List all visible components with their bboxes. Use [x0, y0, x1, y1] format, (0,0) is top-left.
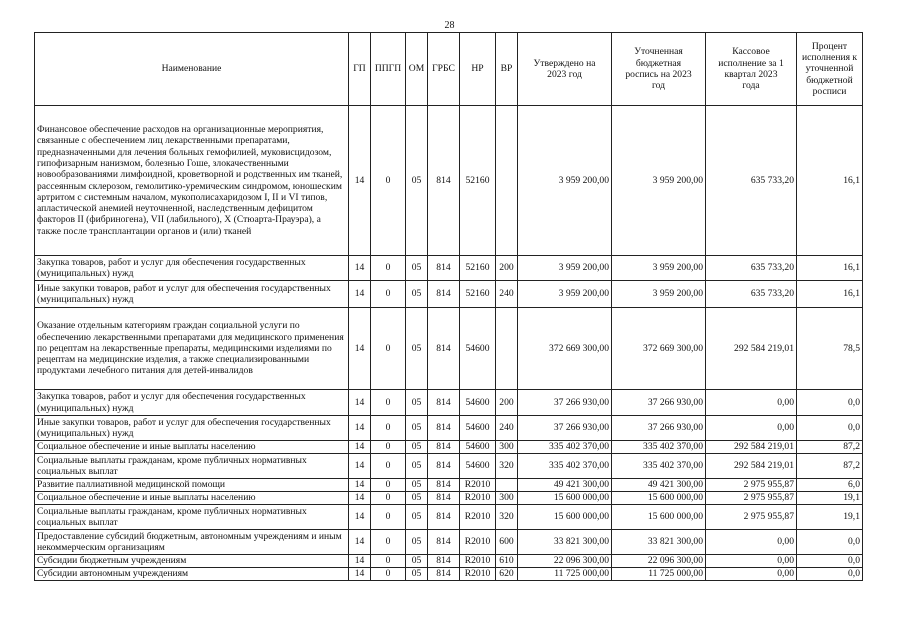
cell-ppgp: 0 — [371, 555, 406, 568]
cell-vr — [496, 106, 518, 256]
cell-name: Субсидии автономным учреждениям — [35, 568, 349, 581]
cell-om: 05 — [406, 441, 428, 454]
cell-om: 05 — [406, 555, 428, 568]
cell-approved: 3 959 200,00 — [518, 281, 612, 308]
table-row — [35, 505, 863, 530]
cell-grbs: 814 — [428, 568, 460, 581]
table-row — [35, 568, 863, 581]
header-row — [35, 33, 863, 106]
cell-np: 54600 — [460, 454, 496, 479]
cell-ppgp: 0 — [371, 308, 406, 390]
cell-np: R2010 — [460, 568, 496, 581]
cell-ppgp: 0 — [371, 530, 406, 555]
table-row — [35, 454, 863, 479]
cell-gp: 14 — [349, 416, 371, 441]
cell-percent: 16,1 — [797, 106, 863, 256]
header-grbs: ГРБС — [428, 33, 460, 106]
cell-om: 05 — [406, 390, 428, 416]
cell-grbs: 814 — [428, 555, 460, 568]
cell-np: 54600 — [460, 390, 496, 416]
table-row — [35, 479, 863, 492]
cell-cash: 0,00 — [706, 390, 797, 416]
cell-vr: 320 — [496, 454, 518, 479]
cell-approved: 33 821 300,00 — [518, 530, 612, 555]
cell-ppgp: 0 — [371, 505, 406, 530]
cell-name: Субсидии бюджетным учреждениям — [35, 555, 349, 568]
cell-cash: 2 975 955,87 — [706, 492, 797, 505]
cell-grbs: 814 — [428, 530, 460, 555]
cell-ppgp: 0 — [371, 454, 406, 479]
cell-approved: 15 600 000,00 — [518, 505, 612, 530]
cell-vr: 240 — [496, 416, 518, 441]
cell-percent: 16,1 — [797, 256, 863, 281]
cell-np: R2010 — [460, 492, 496, 505]
cell-refined: 49 421 300,00 — [612, 479, 706, 492]
cell-gp: 14 — [349, 441, 371, 454]
cell-refined: 37 266 930,00 — [612, 416, 706, 441]
cell-om: 05 — [406, 454, 428, 479]
cell-refined: 37 266 930,00 — [612, 390, 706, 416]
cell-percent: 78,5 — [797, 308, 863, 390]
cell-om: 05 — [406, 479, 428, 492]
cell-gp: 14 — [349, 281, 371, 308]
cell-vr: 200 — [496, 256, 518, 281]
cell-om: 05 — [406, 505, 428, 530]
budget-table — [34, 32, 863, 581]
cell-refined: 3 959 200,00 — [612, 281, 706, 308]
cell-om: 05 — [406, 281, 428, 308]
cell-gp: 14 — [349, 555, 371, 568]
cell-refined: 33 821 300,00 — [612, 530, 706, 555]
cell-refined: 3 959 200,00 — [612, 106, 706, 256]
cell-approved: 372 669 300,00 — [518, 308, 612, 390]
cell-gp: 14 — [349, 505, 371, 530]
cell-approved: 37 266 930,00 — [518, 390, 612, 416]
cell-om: 05 — [406, 308, 428, 390]
cell-percent: 16,1 — [797, 281, 863, 308]
cell-cash: 292 584 219,01 — [706, 454, 797, 479]
cell-refined: 15 600 000,00 — [612, 492, 706, 505]
table-row — [35, 492, 863, 505]
cell-om: 05 — [406, 256, 428, 281]
cell-name: Закупка товаров, работ и услуг для обеспечения государственных (муниципальных) нужд — [35, 390, 349, 416]
cell-vr: 610 — [496, 555, 518, 568]
cell-grbs: 814 — [428, 479, 460, 492]
cell-vr: 620 — [496, 568, 518, 581]
cell-vr — [496, 479, 518, 492]
cell-ppgp: 0 — [371, 106, 406, 256]
cell-gp: 14 — [349, 568, 371, 581]
cell-approved: 11 725 000,00 — [518, 568, 612, 581]
header-refined: Уточненная бюджетная роспись на 2023 год — [612, 33, 706, 106]
cell-ppgp: 0 — [371, 281, 406, 308]
cell-name: Социальные выплаты гражданам, кроме публичных нормативных социальных выплат — [35, 505, 349, 530]
cell-approved: 3 959 200,00 — [518, 106, 612, 256]
table-row — [35, 530, 863, 555]
cell-approved: 3 959 200,00 — [518, 256, 612, 281]
cell-percent: 0,0 — [797, 416, 863, 441]
cell-name: Развитие паллиативной медицинской помощи — [35, 479, 349, 492]
cell-ppgp: 0 — [371, 492, 406, 505]
table-row — [35, 281, 863, 308]
header-vr: ВР — [496, 33, 518, 106]
cell-cash: 635 733,20 — [706, 256, 797, 281]
cell-cash: 2 975 955,87 — [706, 505, 797, 530]
cell-np: R2010 — [460, 555, 496, 568]
cell-ppgp: 0 — [371, 568, 406, 581]
cell-refined: 335 402 370,00 — [612, 441, 706, 454]
cell-np: 52160 — [460, 256, 496, 281]
header-name: Наименование — [35, 33, 349, 106]
table-row — [35, 308, 863, 390]
cell-percent: 0,0 — [797, 530, 863, 555]
cell-cash: 0,00 — [706, 568, 797, 581]
cell-grbs: 814 — [428, 308, 460, 390]
cell-np: 54600 — [460, 416, 496, 441]
cell-np: R2010 — [460, 530, 496, 555]
header-cash: Кассовое исполнение за 1 квартал 2023 года — [706, 33, 797, 106]
cell-om: 05 — [406, 416, 428, 441]
table-row — [35, 256, 863, 281]
cell-grbs: 814 — [428, 281, 460, 308]
cell-percent: 19,1 — [797, 492, 863, 505]
cell-refined: 15 600 000,00 — [612, 505, 706, 530]
cell-cash: 0,00 — [706, 555, 797, 568]
table-row — [35, 416, 863, 441]
header-om: ОМ — [406, 33, 428, 106]
cell-grbs: 814 — [428, 454, 460, 479]
cell-percent: 0,0 — [797, 568, 863, 581]
cell-cash: 292 584 219,01 — [706, 441, 797, 454]
cell-om: 05 — [406, 106, 428, 256]
cell-percent: 6,0 — [797, 479, 863, 492]
cell-gp: 14 — [349, 479, 371, 492]
cell-grbs: 814 — [428, 416, 460, 441]
cell-name: Иные закупки товаров, работ и услуг для обеспечения государственных (муниципальных) нужд — [35, 281, 349, 308]
cell-ppgp: 0 — [371, 390, 406, 416]
header-np: НР — [460, 33, 496, 106]
cell-approved: 37 266 930,00 — [518, 416, 612, 441]
cell-vr: 320 — [496, 505, 518, 530]
cell-vr: 200 — [496, 390, 518, 416]
header-gp: ГП — [349, 33, 371, 106]
cell-gp: 14 — [349, 454, 371, 479]
cell-name: Социальное обеспечение и иные выплаты населению — [35, 492, 349, 505]
cell-percent: 0,0 — [797, 390, 863, 416]
cell-np: 54600 — [460, 441, 496, 454]
table-row — [35, 555, 863, 568]
cell-vr: 300 — [496, 441, 518, 454]
cell-cash: 0,00 — [706, 530, 797, 555]
cell-approved: 335 402 370,00 — [518, 441, 612, 454]
header-ppgp: ППГП — [371, 33, 406, 106]
cell-gp: 14 — [349, 390, 371, 416]
cell-name: Финансовое обеспечение расходов на организационные мероприятия, связанные с обеспечением лиц лекарственными препаратами, предназначенными для лечения больных гемофилией, муковисцидозом, гипофизарным нанизмом, болезнью Гоше, злокачественными новообразованиями лимфоидной, кроветворной и родственных им тканей, рассеянным склерозом, гемолитико-уремическим синдромом, юношеским артритом с системным началом, мукополисахаридозом I, II и VI типов, апластической анемией неуточненной, наследственным дефицитом факторов II (фибриногена), VII (лабильного), X (Стюарта-Прауэра), а также после трансплантации органов и (или) тканей — [35, 106, 349, 256]
cell-np: 54600 — [460, 308, 496, 390]
cell-name: Социальное обеспечение и иные выплаты населению — [35, 441, 349, 454]
cell-om: 05 — [406, 530, 428, 555]
cell-refined: 372 669 300,00 — [612, 308, 706, 390]
cell-cash: 635 733,20 — [706, 106, 797, 256]
cell-refined: 335 402 370,00 — [612, 454, 706, 479]
page-number: 28 — [444, 20, 455, 31]
cell-gp: 14 — [349, 256, 371, 281]
header-percent: Процент исполнения к уточненной бюджетной росписи — [797, 33, 863, 106]
cell-cash: 292 584 219,01 — [706, 308, 797, 390]
cell-percent: 19,1 — [797, 505, 863, 530]
cell-grbs: 814 — [428, 441, 460, 454]
cell-gp: 14 — [349, 308, 371, 390]
cell-gp: 14 — [349, 106, 371, 256]
cell-grbs: 814 — [428, 505, 460, 530]
table-row — [35, 441, 863, 454]
cell-ppgp: 0 — [371, 441, 406, 454]
cell-percent: 0,0 — [797, 555, 863, 568]
header-approved: Утверждено на 2023 год — [518, 33, 612, 106]
cell-grbs: 814 — [428, 492, 460, 505]
cell-name: Иные закупки товаров, работ и услуг для обеспечения государственных (муниципальных) нужд — [35, 416, 349, 441]
cell-om: 05 — [406, 568, 428, 581]
cell-np: R2010 — [460, 479, 496, 492]
cell-grbs: 814 — [428, 390, 460, 416]
cell-name: Оказание отдельным категориям граждан социальной услуги по обеспечению лекарственными препаратами для медицинского применения по рецептам на лекарственные препараты, медицинскими изделиями по рецептам на медицинские изделия, а также специализированными продуктами лечебного питания для детей-инвалидов — [35, 308, 349, 390]
cell-approved: 49 421 300,00 — [518, 479, 612, 492]
table-row — [35, 106, 863, 256]
cell-ppgp: 0 — [371, 416, 406, 441]
cell-gp: 14 — [349, 492, 371, 505]
cell-name: Социальные выплаты гражданам, кроме публичных нормативных социальных выплат — [35, 454, 349, 479]
cell-np: 52160 — [460, 281, 496, 308]
table-body — [35, 106, 863, 581]
cell-approved: 15 600 000,00 — [518, 492, 612, 505]
table-row — [35, 390, 863, 416]
cell-refined: 22 096 300,00 — [612, 555, 706, 568]
cell-cash: 635 733,20 — [706, 281, 797, 308]
cell-approved: 335 402 370,00 — [518, 454, 612, 479]
cell-vr: 600 — [496, 530, 518, 555]
cell-gp: 14 — [349, 530, 371, 555]
cell-refined: 3 959 200,00 — [612, 256, 706, 281]
cell-name: Предоставление субсидий бюджетным, автономным учреждениям и иным некоммерческим организациям — [35, 530, 349, 555]
cell-np: R2010 — [460, 505, 496, 530]
cell-grbs: 814 — [428, 106, 460, 256]
cell-ppgp: 0 — [371, 256, 406, 281]
cell-grbs: 814 — [428, 256, 460, 281]
cell-cash: 0,00 — [706, 416, 797, 441]
cell-refined: 11 725 000,00 — [612, 568, 706, 581]
cell-om: 05 — [406, 492, 428, 505]
cell-cash: 2 975 955,87 — [706, 479, 797, 492]
cell-np: 52160 — [460, 106, 496, 256]
cell-percent: 87,2 — [797, 441, 863, 454]
cell-vr — [496, 308, 518, 390]
cell-approved: 22 096 300,00 — [518, 555, 612, 568]
cell-name: Закупка товаров, работ и услуг для обеспечения государственных (муниципальных) нужд — [35, 256, 349, 281]
cell-vr: 240 — [496, 281, 518, 308]
cell-ppgp: 0 — [371, 479, 406, 492]
cell-vr: 300 — [496, 492, 518, 505]
cell-percent: 87,2 — [797, 454, 863, 479]
